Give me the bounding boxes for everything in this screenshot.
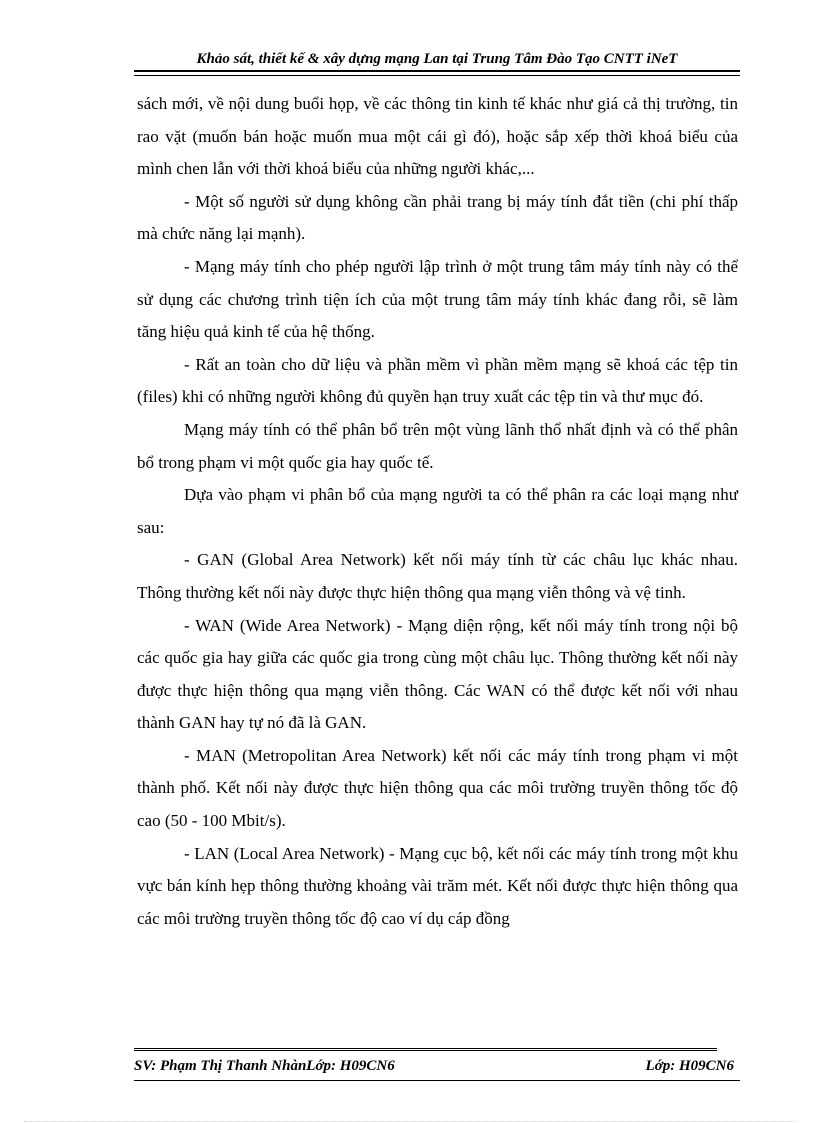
paragraph-shared-programs: - Mạng máy tính cho phép người lập trình ở một trung tâm máy tính này có thể sử dụng các chương trình tiện ích của một trung tâm máy tính khác đang rỗi, sẽ làm tăng hiệu quả kinh tế của hệ thống. (137, 256, 738, 342)
paragraph-wan: - WAN (Wide Area Network) - Mạng diện rộng, kết nối máy tính trong nội bộ các quốc gia hay giữa các quốc gia trong cùng một châu lục. Thông thường kết nối này được thực hiện thông qua mạng viễn thông. Các WAN có thể được kết nối với nhau thành GAN hay tự nó đã là GAN. (137, 615, 738, 733)
paragraph-network-types-intro: Dựa vào phạm vi phân bổ của mạng người ta có thể phân ra các loại mạng như sau: (137, 485, 738, 537)
footer-rule (134, 1048, 717, 1051)
paragraph-network-scope: Mạng máy tính có thể phân bổ trên một vùng lãnh thổ nhất định và có thể phân bổ trong phạm vi một quốc gia hay quốc tế. (137, 419, 738, 472)
footer-bottom-rule (134, 1080, 740, 1081)
paragraph-gan: - GAN (Global Area Network) kết nối máy tính từ các châu lục khác nhau. Thông thường kết nối này được thực hiện thông qua mạng viễn thông và vệ tinh. (137, 550, 738, 602)
paragraph-low-cost: - Một số người sử dụng không cần phải trang bị máy tính đắt tiền (chi phí thấp mà chức năng lại mạnh). (137, 191, 738, 244)
paragraph-lan: - LAN (Local Area Network) - Mạng cục bộ, kết nối các máy tính trong một khu vực bán kính hẹp thông thường khoảng vài trăm mét. Kết nối được thực hiện thông qua các môi trường truyền thông tốc độ cao ví dụ cáp đồng (137, 843, 738, 928)
paragraph-man: - MAN (Metropolitan Area Network) kết nối các máy tính trong phạm vi một thành phố. Kết nối này được thực hiện thông qua các môi trường truyền thông tốc độ cao (50 - 100 Mbit/s). (137, 745, 738, 831)
footer-student-name: SV: Phạm Thị Thanh NhànLớp: H09CN6 (134, 1058, 395, 1074)
footer-class: Lớp: H09CN6 (645, 1058, 734, 1074)
page-body (137, 88, 738, 935)
paragraph-continuation: sách mới, về nội dung buổi họp, về các thông tin kinh tế khác như giá cả thị trường, tin rao vặt (muốn bán hoặc muốn mua một cái gì đó), hoặc sắp xếp thời khoá biểu của mình chen lẫn với thời khoá biểu của những người khác,... (137, 94, 738, 179)
running-header: Khảo sát, thiết kế & xây dựng mạng Lan tại Trung Tâm Đào Tạo CNTT iNeT (134, 50, 740, 72)
header-rule (134, 75, 740, 76)
page-edge-dotted-line (24, 1121, 794, 1122)
paragraph-data-security: - Rất an toàn cho dữ liệu và phần mềm vì phần mềm mạng sẽ khoá các tệp tin (files) khi có những người không đủ quyền hạn truy xuất các tệp tin và thư mục đó. (137, 354, 738, 407)
running-footer (134, 1056, 734, 1078)
